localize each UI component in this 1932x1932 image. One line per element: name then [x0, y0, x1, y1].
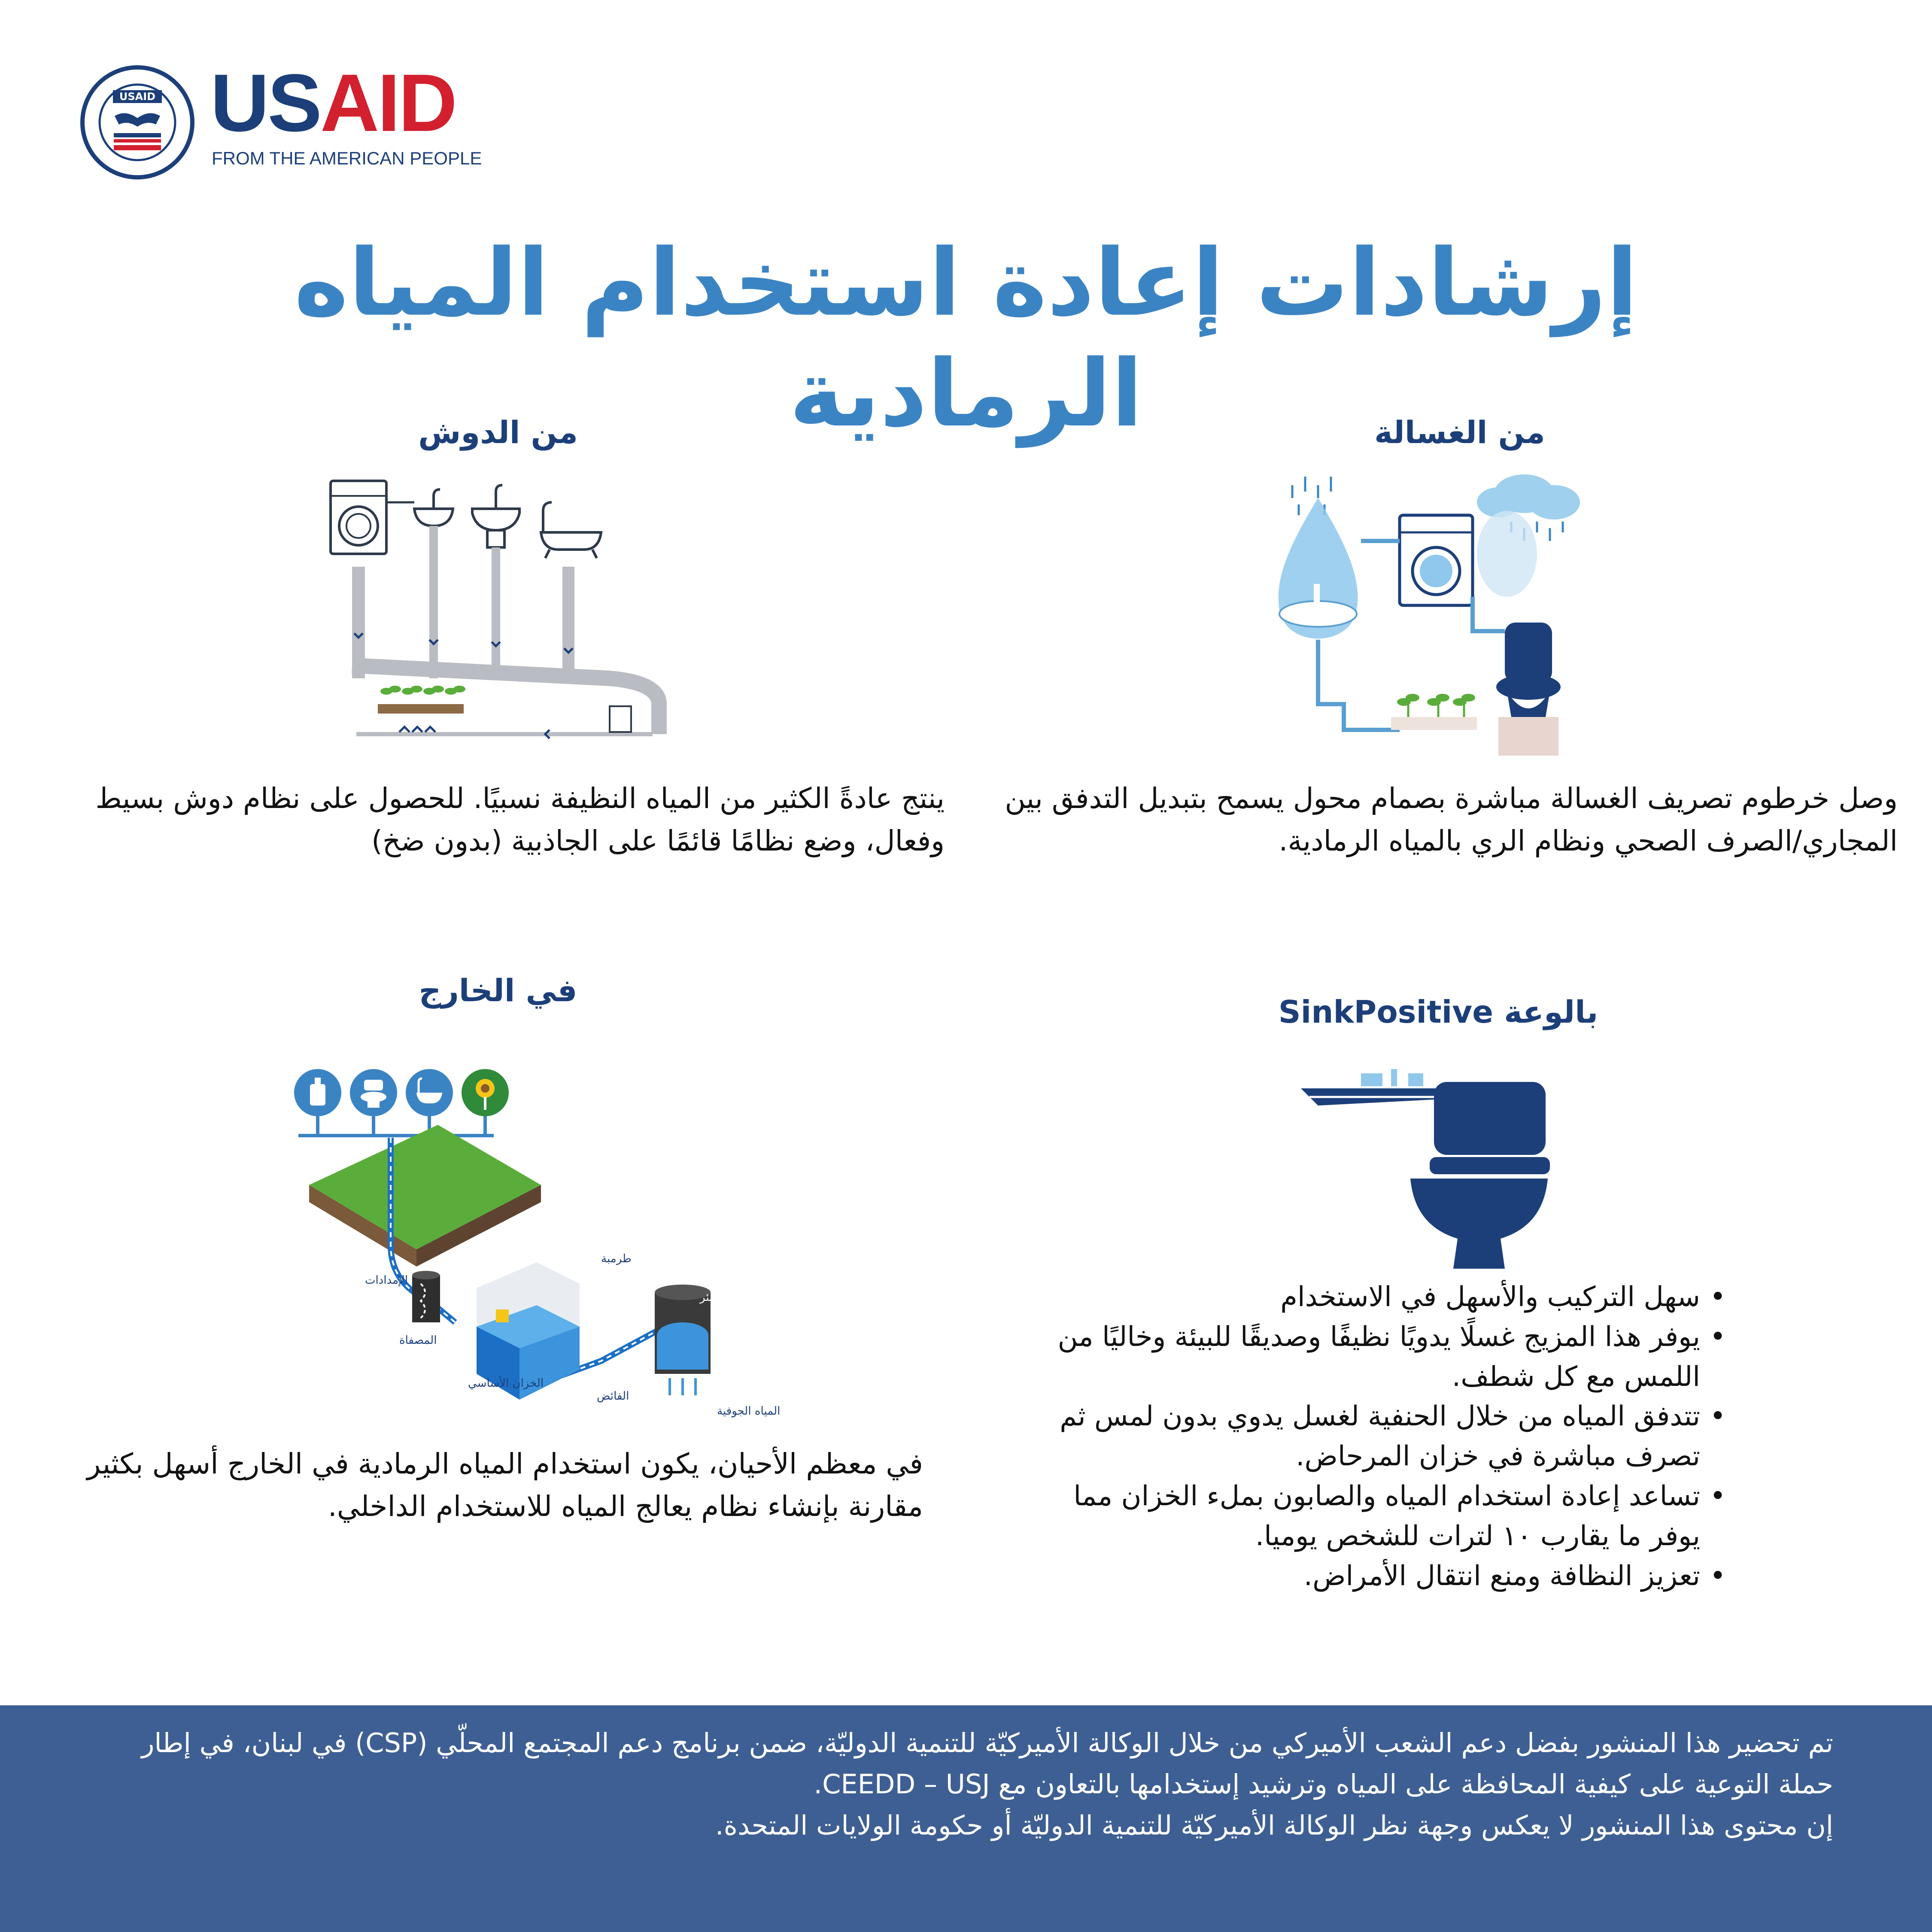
usaid-tagline: FROM THE AMERICAN PEOPLE — [212, 148, 482, 168]
sunflower-icon — [462, 1069, 509, 1116]
soap-bottle-icon — [294, 1069, 341, 1116]
washing-machine-icon — [331, 481, 386, 554]
label-groundwater: المياه الجوفية — [717, 1405, 781, 1418]
sinkpositive-illustration — [1292, 1065, 1558, 1271]
label-filter: المصفاة — [399, 1334, 437, 1347]
sink-bullets — [1039, 1277, 1726, 1596]
shower-text: ينتج عادةً الكثير من المياه النظيفة نسبيًا. للحصول على نظام دوش بسيط وفعال، وضع نظامًا قائمًا على الجاذبية (بدون ضخ) — [95, 782, 945, 857]
toilet-icon — [1496, 623, 1561, 756]
washer-heading: من الغسالة — [1374, 414, 1545, 450]
usaid-logo — [79, 58, 483, 180]
washer-illustration — [1267, 468, 1593, 760]
page-title: إرشادات إعادة استخدام المياه الرمادية — [294, 229, 1638, 447]
footer-line-2: إن محتوى هذا المنشور لا يعكس وجهة نظر الوكالة الأميركيّة للتنمية الدوليّة أو حكومة الولايات المتحدة. — [715, 1810, 1833, 1841]
faucet-icon — [1361, 1069, 1423, 1086]
plants-icon — [1391, 694, 1477, 730]
washing-machine-icon — [1400, 515, 1473, 605]
usaid-wordmark — [210, 58, 456, 149]
filter-icon — [412, 1271, 440, 1322]
outside-heading: في الخارج — [419, 972, 577, 1009]
list-item: • تساعد إعادة استخدام المياه والصابون بملء الخزان مما يوفر ما يقارب ١٠ لترات للشخص يوميا. — [1039, 1476, 1726, 1556]
seal-label: USAID — [119, 91, 156, 103]
label-overflow: الفائض — [597, 1390, 629, 1403]
label-supplies: الإمدادات — [365, 1274, 408, 1287]
shower-illustration — [326, 477, 670, 743]
filter-box-icon — [610, 706, 631, 732]
outside-illustration — [301, 1060, 781, 1430]
list-item: • تتدفق المياه من خلال الحنفية لغسل يدوي بدون لمس ثم تصرف مباشرة في خزان المرحاض. — [1039, 1397, 1726, 1476]
shower-heading: من الدوش — [418, 414, 578, 450]
washer-text: وصل خرطوم تصريف الغسالة مباشرة بصمام محول يسمح بتبديل التدفق بين المجاري/الصرف الصحي ونظام الري بالمياه الرمادية. — [1005, 782, 1898, 857]
plants-icon — [378, 686, 465, 714]
footer-text — [103, 1722, 1833, 1846]
pump-icon — [496, 1309, 509, 1322]
list-item: • سهل التركيب والأسهل في الاستخدام — [1039, 1277, 1726, 1317]
cloud-icon — [1477, 474, 1580, 519]
bathtub-icon — [406, 1069, 453, 1116]
toilet-icon — [350, 1069, 397, 1116]
label-pump: طرمبة — [601, 1252, 632, 1265]
wordmark-aid: AID — [320, 58, 456, 149]
list-item: • تعزيز النظافة ومنع انتقال الأمراض. — [1039, 1556, 1726, 1596]
footer-line-1: تم تحضير هذا المنشور بفضل دعم الشعب الأميركي من خلال الوكالة الأميركيّة للتنمية الدوليّة، ضمن برنامج دعم المجتمع المحلّي (CSP) في لبنان، في إطار حملة التوعية على كيفية المحافظة على المياه وترشيد إستخدامها بالتعاون مع CEEDD – USJ. — [141, 1727, 1833, 1800]
lawn-icon — [309, 1125, 541, 1249]
toilet-icon — [1410, 1082, 1550, 1269]
footer-banner — [0, 1705, 1932, 1932]
label-well: البئر — [700, 1291, 720, 1304]
bathtub-icon — [541, 502, 601, 558]
wordmark-us: US — [210, 58, 320, 149]
label-main-tank: الخزان الأساسي — [468, 1377, 544, 1390]
sink-heading: بالوعة SinkPositive — [1278, 994, 1598, 1030]
list-item: • يوفر هذا المزيج غسلًا يدويًا نظيفًا وصديقًا للبيئة وخاليًا من اللمس مع كل شطف. — [1039, 1317, 1726, 1397]
outside-text: في معظم الأحيان، يكون استخدام المياه الرمادية في الخارج أسهل بكثير مقارنة بإنشاء نظام يعالج المياه للاستخدام الداخلي. — [87, 1447, 923, 1523]
